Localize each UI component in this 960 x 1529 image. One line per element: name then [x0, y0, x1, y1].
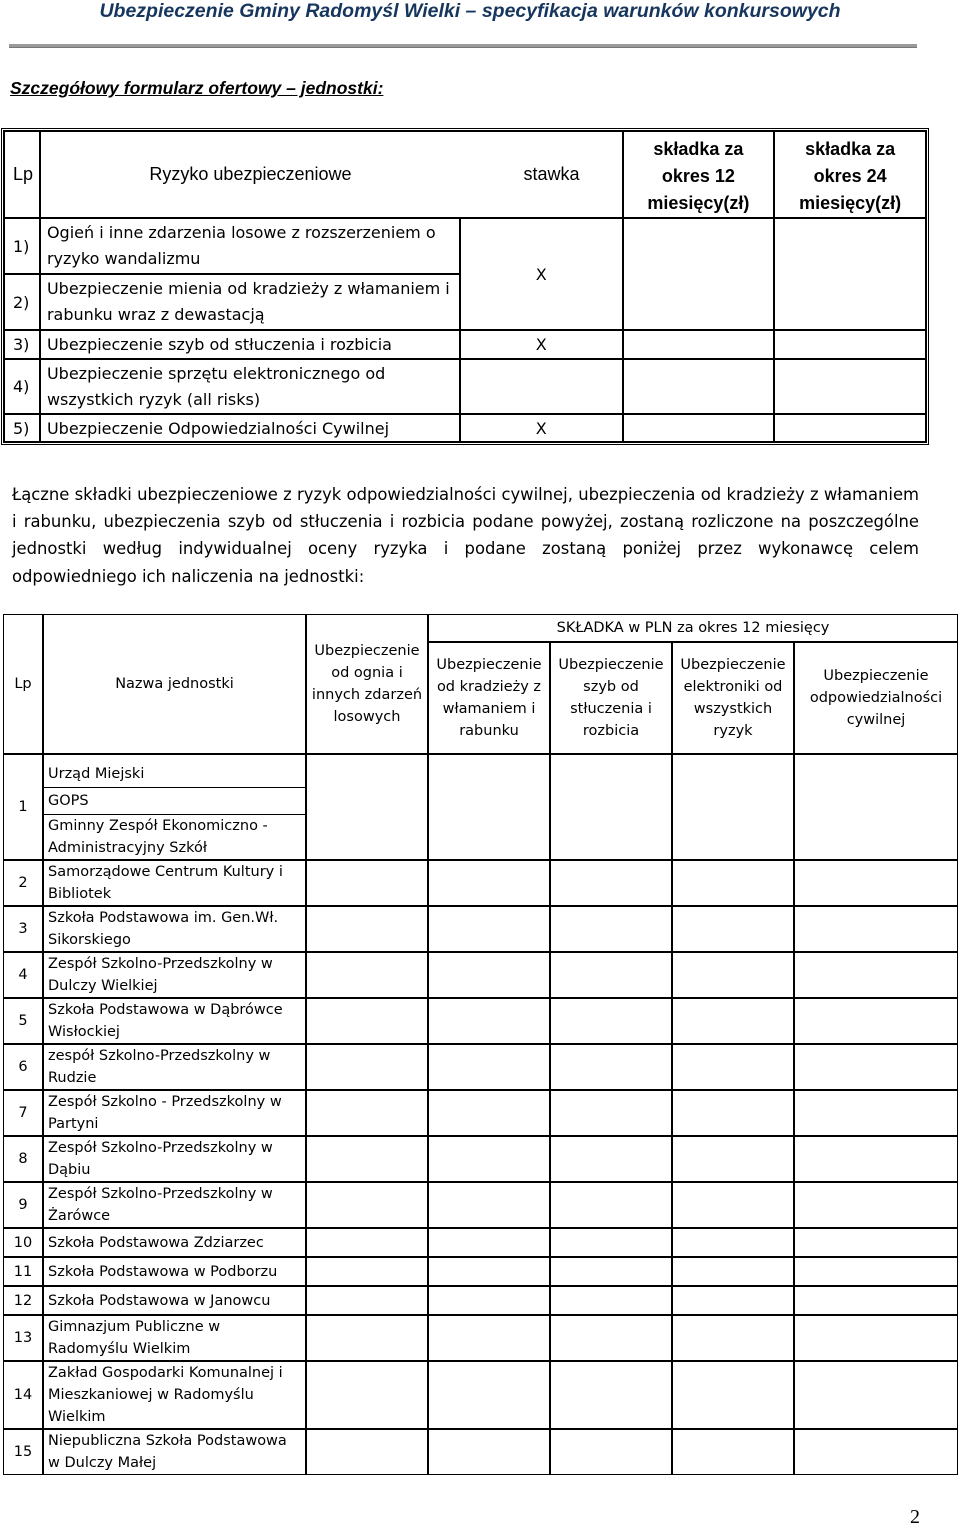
liability-input[interactable] [794, 952, 958, 998]
liability-input[interactable] [794, 1286, 958, 1315]
electronics-input[interactable] [672, 1136, 794, 1182]
unit-lp: 11 [3, 1257, 43, 1286]
document-header: Ubezpieczenie Gminy Radomyśl Wielki – specyfikacja warunków konkursowych [99, 0, 841, 22]
unit-lp: 5 [3, 998, 43, 1044]
units-premium-table [3, 614, 958, 1475]
unit-name: Zespół Szkolno-Przedszkolny w Dulczy Wielkiej [43, 952, 306, 998]
unit-lp: 6 [3, 1044, 43, 1090]
glass-input[interactable] [550, 1044, 672, 1090]
electronics-input[interactable] [672, 1257, 794, 1286]
electronics-input[interactable] [672, 754, 794, 860]
fire-input[interactable] [306, 860, 428, 906]
header-fire: Ubezpieczenie od ognia i innych zdarzeń losowych [306, 614, 428, 754]
header-premium-24: składka za okres 24 miesięcy(zł) [774, 131, 926, 218]
glass-input[interactable] [550, 1315, 672, 1361]
header-liability: Ubezpieczenie odpowiedzialności cywilnej [794, 642, 958, 754]
unit-name: Zespół Szkolno-Przedszkolny w Dąbiu [43, 1136, 306, 1182]
fire-input[interactable] [306, 1257, 428, 1286]
risk-row-lp: 4) [4, 359, 40, 414]
liability-input[interactable] [794, 1257, 958, 1286]
unit-lp: 9 [3, 1182, 43, 1228]
theft-input[interactable] [428, 860, 550, 906]
electronics-input[interactable] [672, 1182, 794, 1228]
theft-input[interactable] [428, 1228, 550, 1257]
electronics-input[interactable] [672, 1315, 794, 1361]
unit-name: Samorządowe Centrum Kultury i Bibliotek [43, 860, 306, 906]
liability-input[interactable] [794, 1090, 958, 1136]
unit-name: zespół Szkolno-Przedszkolny w Rudzie [43, 1044, 306, 1090]
glass-input[interactable] [550, 1136, 672, 1182]
unit-row [3, 1228, 958, 1257]
risk-row-rate: X [460, 330, 623, 359]
unit-lp: 4 [3, 952, 43, 998]
theft-input[interactable] [428, 1315, 550, 1361]
liability-input[interactable] [794, 1182, 958, 1228]
unit-row [3, 998, 958, 1044]
unit-lp: 7 [3, 1090, 43, 1136]
theft-input[interactable] [428, 1286, 550, 1315]
header-rate: stawka [460, 131, 623, 218]
theft-input[interactable] [428, 1136, 550, 1182]
liability-input[interactable] [794, 1429, 958, 1475]
electronics-input[interactable] [672, 1090, 794, 1136]
fire-input[interactable] [306, 1090, 428, 1136]
fire-input[interactable] [306, 998, 428, 1044]
risk-row-name: Ubezpieczenie sprzętu elektronicznego od wszystkich ryzyk (all risks) [40, 359, 460, 414]
glass-input[interactable] [550, 1257, 672, 1286]
liability-input[interactable] [794, 1315, 958, 1361]
risk-row-lp: 5) [4, 414, 40, 442]
glass-input[interactable] [550, 952, 672, 998]
unit-row [3, 1182, 958, 1228]
theft-input[interactable] [428, 1090, 550, 1136]
header-divider [9, 44, 917, 48]
risk-row-lp: 3) [4, 330, 40, 359]
header-unit-name: Nazwa jednostki [43, 614, 306, 754]
liability-input[interactable] [794, 906, 958, 952]
unit-name: Niepubliczna Szkoła Podstawowa w Dulczy Małej [43, 1429, 306, 1475]
section-title: Szczegółowy formularz ofertowy – jednostki: [10, 78, 384, 98]
risk-row-name: Ubezpieczenie mienia od kradzieży z włamaniem i rabunku wraz z dewastacją [40, 274, 460, 330]
unit-name: Szkoła Podstawowa im. Gen.Wł. Sikorskiego [43, 906, 306, 952]
unit-lp: 3 [3, 906, 43, 952]
electronics-input[interactable] [672, 1228, 794, 1257]
theft-input[interactable] [428, 1182, 550, 1228]
header-premium-12: składka za okres 12 miesięcy(zł) [623, 131, 775, 218]
risk-row-rate [460, 359, 623, 414]
fire-input[interactable] [306, 1044, 428, 1090]
risk-row-lp: 2) [4, 274, 40, 330]
premium-12-input[interactable] [623, 218, 775, 330]
unit-row [3, 1361, 958, 1429]
electronics-input[interactable] [672, 1044, 794, 1090]
unit-name: Zakład Gospodarki Komunalnej i Mieszkaniowej w Radomyślu Wielkim [43, 1361, 306, 1429]
unit-row [3, 1429, 958, 1475]
unit-lp: 14 [3, 1361, 43, 1429]
glass-input[interactable] [550, 1361, 672, 1429]
fire-input[interactable] [306, 1429, 428, 1475]
unit-name: Szkoła Podstawowa w Dąbrówce Wisłockiej [43, 998, 306, 1044]
unit-row [3, 1257, 958, 1286]
electronics-input[interactable] [672, 1286, 794, 1315]
glass-input[interactable] [550, 1228, 672, 1257]
unit-lp: 1 [3, 754, 43, 860]
fire-input[interactable] [306, 1315, 428, 1361]
unit-name: Zespół Szkolno-Przedszkolny w Żarówce [43, 1182, 306, 1228]
electronics-input[interactable] [672, 860, 794, 906]
glass-input[interactable] [550, 1090, 672, 1136]
fire-input[interactable] [306, 1136, 428, 1182]
glass-input[interactable] [550, 906, 672, 952]
theft-input[interactable] [428, 906, 550, 952]
unit-name: Zespół Szkolno - Przedszkolny w Partyni [43, 1090, 306, 1136]
unit-row [3, 1315, 958, 1361]
unit-row [3, 1044, 958, 1090]
fire-input[interactable] [306, 1286, 428, 1315]
unit-name: Szkoła Podstawowa w Podborzu [43, 1257, 306, 1286]
fire-input[interactable] [306, 952, 428, 998]
risk-row-rate: X [460, 414, 623, 442]
electronics-input[interactable] [672, 1429, 794, 1475]
fire-input[interactable] [306, 754, 428, 860]
liability-input[interactable] [794, 1228, 958, 1257]
theft-input[interactable] [428, 952, 550, 998]
theft-input[interactable] [428, 998, 550, 1044]
header-lp: Lp [3, 614, 43, 754]
unit-lp: 8 [3, 1136, 43, 1182]
premium-24-input[interactable] [774, 414, 926, 442]
glass-input[interactable] [550, 1286, 672, 1315]
unit-row [3, 860, 958, 906]
electronics-input[interactable] [672, 1361, 794, 1429]
unit-name: Urząd Miejski [44, 755, 305, 788]
electronics-input[interactable] [672, 952, 794, 998]
risk-row-lp: 1) [4, 218, 40, 274]
fire-input[interactable] [306, 906, 428, 952]
risk-row-name: Ubezpieczenie szyb od stłuczenia i rozbicia [40, 330, 460, 359]
unit-row [3, 1286, 958, 1315]
unit-name: GOPS [44, 788, 305, 815]
premium-24-input[interactable] [774, 359, 926, 414]
glass-input[interactable] [550, 754, 672, 860]
electronics-input[interactable] [672, 998, 794, 1044]
unit-row [3, 1090, 958, 1136]
theft-input[interactable] [428, 1361, 550, 1429]
unit-name: Szkoła Podstawowa w Janowcu [43, 1286, 306, 1315]
header-risk: Ryzyko ubezpieczeniowe [40, 131, 460, 218]
header-premium-group: SKŁADKA w PLN za okres 12 miesięcy [428, 614, 958, 642]
liability-input[interactable] [794, 1361, 958, 1429]
unit-lp: 2 [3, 860, 43, 906]
header-glass: Ubezpieczenie szyb od stłuczenia i rozbicia [550, 642, 672, 754]
explanatory-paragraph: Łączne składki ubezpieczeniowe z ryzyk odpowiedzialności cywilnej, ubezpieczenia od kradzieży z włamaniem i rabunku, ubezpieczenia szyb od stłuczenia i rozbicia podane powyżej, zostaną rozliczone na poszczególne jednostki według indywidualnej oceny ryzyka i podane zostaną poniżej przez wykonawcę celem odpowiedniego ich naliczenia na jednostki: [12, 485, 919, 586]
header-theft: Ubezpieczenie od kradzieży z włamaniem i rabunku [428, 642, 550, 754]
theft-input[interactable] [428, 1429, 550, 1475]
premium-12-input[interactable] [623, 414, 775, 442]
theft-input[interactable] [428, 1044, 550, 1090]
header-lp: Lp [4, 131, 40, 218]
premium-12-input[interactable] [623, 359, 775, 414]
risk-table [3, 130, 927, 443]
electronics-input[interactable] [672, 906, 794, 952]
unit-lp: 13 [3, 1315, 43, 1361]
unit-row [3, 1136, 958, 1182]
unit-name: Szkoła Podstawowa Zdziarzec [43, 1228, 306, 1257]
glass-input[interactable] [550, 998, 672, 1044]
premium-24-input[interactable] [774, 330, 926, 359]
liability-input[interactable] [794, 998, 958, 1044]
liability-input[interactable] [794, 860, 958, 906]
unit-row [3, 952, 958, 998]
unit-name-group [43, 754, 306, 860]
unit-name: Gimnazjum Publiczne w Radomyślu Wielkim [43, 1315, 306, 1361]
liability-input[interactable] [794, 1044, 958, 1090]
unit-row [3, 906, 958, 952]
liability-input[interactable] [794, 754, 958, 860]
unit-lp: 15 [3, 1429, 43, 1475]
unit-lp: 12 [3, 1286, 43, 1315]
glass-input[interactable] [550, 860, 672, 906]
fire-input[interactable] [306, 1361, 428, 1429]
premium-12-input[interactable] [623, 330, 775, 359]
risk-row-rate: X [460, 218, 623, 330]
premium-24-input[interactable] [774, 218, 926, 330]
glass-input[interactable] [550, 1182, 672, 1228]
risk-row-name: Ogień i inne zdarzenia losowe z rozszerzeniem o ryzyko wandalizmu [40, 218, 460, 274]
theft-input[interactable] [428, 754, 550, 860]
unit-name: Gminny Zespół Ekonomiczno - Administracyjny Szkół [48, 818, 268, 856]
fire-input[interactable] [306, 1228, 428, 1257]
header-electronics: Ubezpieczenie elektroniki od wszystkich ryzyk [672, 642, 794, 754]
risk-row-name: Ubezpieczenie Odpowiedzialności Cywilnej [40, 414, 460, 442]
unit-lp: 10 [3, 1228, 43, 1257]
glass-input[interactable] [550, 1429, 672, 1475]
liability-input[interactable] [794, 1136, 958, 1182]
page-number: 2 [910, 1506, 920, 1528]
theft-input[interactable] [428, 1257, 550, 1286]
fire-input[interactable] [306, 1182, 428, 1228]
